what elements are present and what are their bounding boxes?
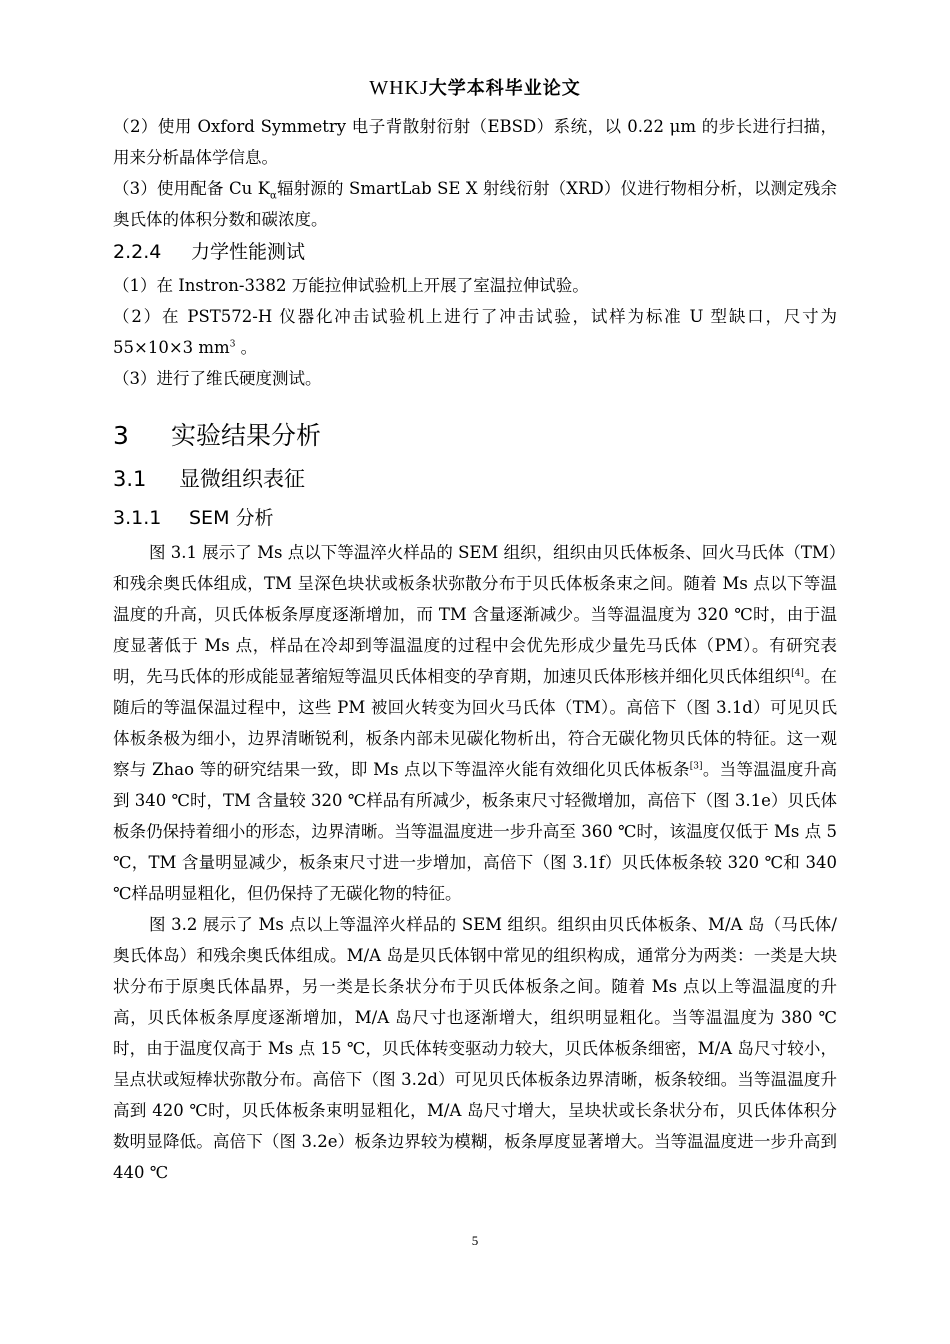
fig-3-1-paragraph bbox=[113, 537, 837, 909]
cube-superscript: 3 bbox=[229, 339, 236, 350]
header-title: 大学本科毕业论文 bbox=[428, 78, 581, 99]
fig-3-2-paragraph: 图 3.2 展示了 Ms 点以上等温淬火样品的 SEM 组织。组织由贝氏体板条、M/A 岛（马氏体/奥氏体岛）和残余奥氏体组成。M/A 岛是贝氏体钢中常见的组织构成，通常分为两类：一类是大块状分布于原奥氏体晶界，另一类是长条状分布于贝氏体板条之间。随着 Ms 点以上等温温度的升高，贝氏体板条厚度逐渐增加，M/A 岛尺寸也逐渐增大，组织明显粗化。当等温温度为 380 ℃时，由于温度仅高于 Ms 点 15 ℃，贝氏体转变驱动力较大，贝氏体板条细密，M/A 岛尺寸较小，呈点状或短棒状弥散分布。高倍下（图 3.2d）可见贝氏体板条边界清晰，板条较细。当等温温度升高到 420 ℃时，贝氏体板条束明显粗化，M/A 岛尺寸增大，呈块状或长条状分布，贝氏体体积分数明显降低。高倍下（图 3.2e）板条边界较为模糊，板条厚度显著增大。当等温温度进一步升高到 440 ℃ bbox=[113, 915, 837, 1182]
chapter-number: 3 bbox=[113, 421, 129, 450]
section-number: 3.1.1 bbox=[113, 507, 162, 529]
hardness-test-item: （3）进行了维氏硬度测试。 bbox=[113, 369, 322, 388]
body1-text-a: 图 3.1 展示了 Ms 点以下等温淬火样品的 SEM 组织，组织由贝氏体板条、回火马氏体（TM）和残余奥氏体组成，TM 呈深色块状或板条状弥散分布于贝氏体板条束之间。随着 Ms 点以下等温温度的升高，贝氏体板条厚度逐渐增加，而 TM 含量逐渐减少。当等温温度为 320 ℃时，由于温度显著低于 Ms 点，样品在冷却到等温温度的过程中会优先形成少量先马氏体（PM）。有研究表明，先马氏体的形成能显著缩短等温贝氏体相变的孕育期，加速贝氏体形核并细化贝氏体组织 bbox=[113, 543, 837, 686]
citation-3: [3] bbox=[689, 761, 703, 772]
citation-4: [4] bbox=[791, 668, 804, 679]
header-latin: WHKJ bbox=[369, 77, 429, 99]
section-2-2-4-heading bbox=[113, 237, 837, 268]
chapter-title: 实验结果分析 bbox=[171, 421, 322, 450]
xrd-text-a: （3）使用配备 Cu K bbox=[113, 179, 271, 198]
section-title: 显微组织表征 bbox=[179, 467, 305, 491]
ebsd-xrd-paragraphs bbox=[113, 111, 837, 235]
impact-text-end: 。 bbox=[235, 338, 258, 357]
section-3-1-1-heading bbox=[113, 503, 837, 534]
chapter-3-heading bbox=[113, 416, 837, 456]
tensile-test-item: （1）在 Instron-3382 万能拉伸试验机上开展了室温拉伸试验。 bbox=[113, 276, 589, 295]
ebsd-paragraph: （2）使用 Oxford Symmetry 电子背散射衍射（EBSD）系统，以 0.22 μm 的步长进行扫描，用来分析晶体学信息。 bbox=[113, 117, 837, 167]
section-title: 力学性能测试 bbox=[191, 241, 306, 263]
section-title: SEM 分析 bbox=[189, 507, 274, 529]
mechanical-test-list bbox=[113, 270, 837, 394]
body1-text-c: 。当等温温度升高到 340 ℃时，TM 含量较 320 ℃样品有所减少，板条束尺寸轻微增加，高倍下（图 3.1e）贝氏体板条仍保持着细小的形态，边界清晰。当等温温度进一步升高至 360 ℃时，该温度仅低于 Ms 点 5 ℃，TM 含量明显减少，板条束尺寸进一步增加，高倍下（图 3.1f）贝氏体板条较 320 ℃和 340 ℃样品明显粗化，但仍保持了无碳化物的特征。 bbox=[113, 760, 837, 903]
sem-analysis-body bbox=[113, 537, 837, 1188]
running-header bbox=[0, 74, 950, 100]
alpha-subscript: α bbox=[270, 190, 277, 202]
impact-text: （2）在 PST572-H 仪器化冲击试验机上进行了冲击试验，试样为标准 U 型缺口，尺寸为 55×10×3 mm bbox=[113, 307, 837, 357]
xrd-text-b: 辐射源的 SmartLab SE X 射线衍射（XRD）仪进行物相分析，以测定残余奥氏体的体积分数和碳浓度。 bbox=[113, 179, 837, 229]
impact-test-item bbox=[113, 301, 837, 363]
section-number: 2.2.4 bbox=[113, 241, 162, 263]
section-number: 3.1 bbox=[113, 467, 147, 491]
page-number: 5 bbox=[471, 1233, 479, 1248]
xrd-paragraph bbox=[113, 173, 837, 235]
section-3-1-heading bbox=[113, 462, 837, 496]
body1-text-b: 。在随后的等温保温过程中，这些 PM 被回火转变为回火马氏体（TM）。高倍下（图 3.1d）可见贝氏体板条极为细小，边界清晰锐利，板条内部未见碳化物析出，符合无碳化物贝氏体的特征。这一观察与 Zhao 等的研究结果一致，即 Ms 点以下等温淬火能有效细化贝氏体板条 bbox=[113, 667, 838, 779]
